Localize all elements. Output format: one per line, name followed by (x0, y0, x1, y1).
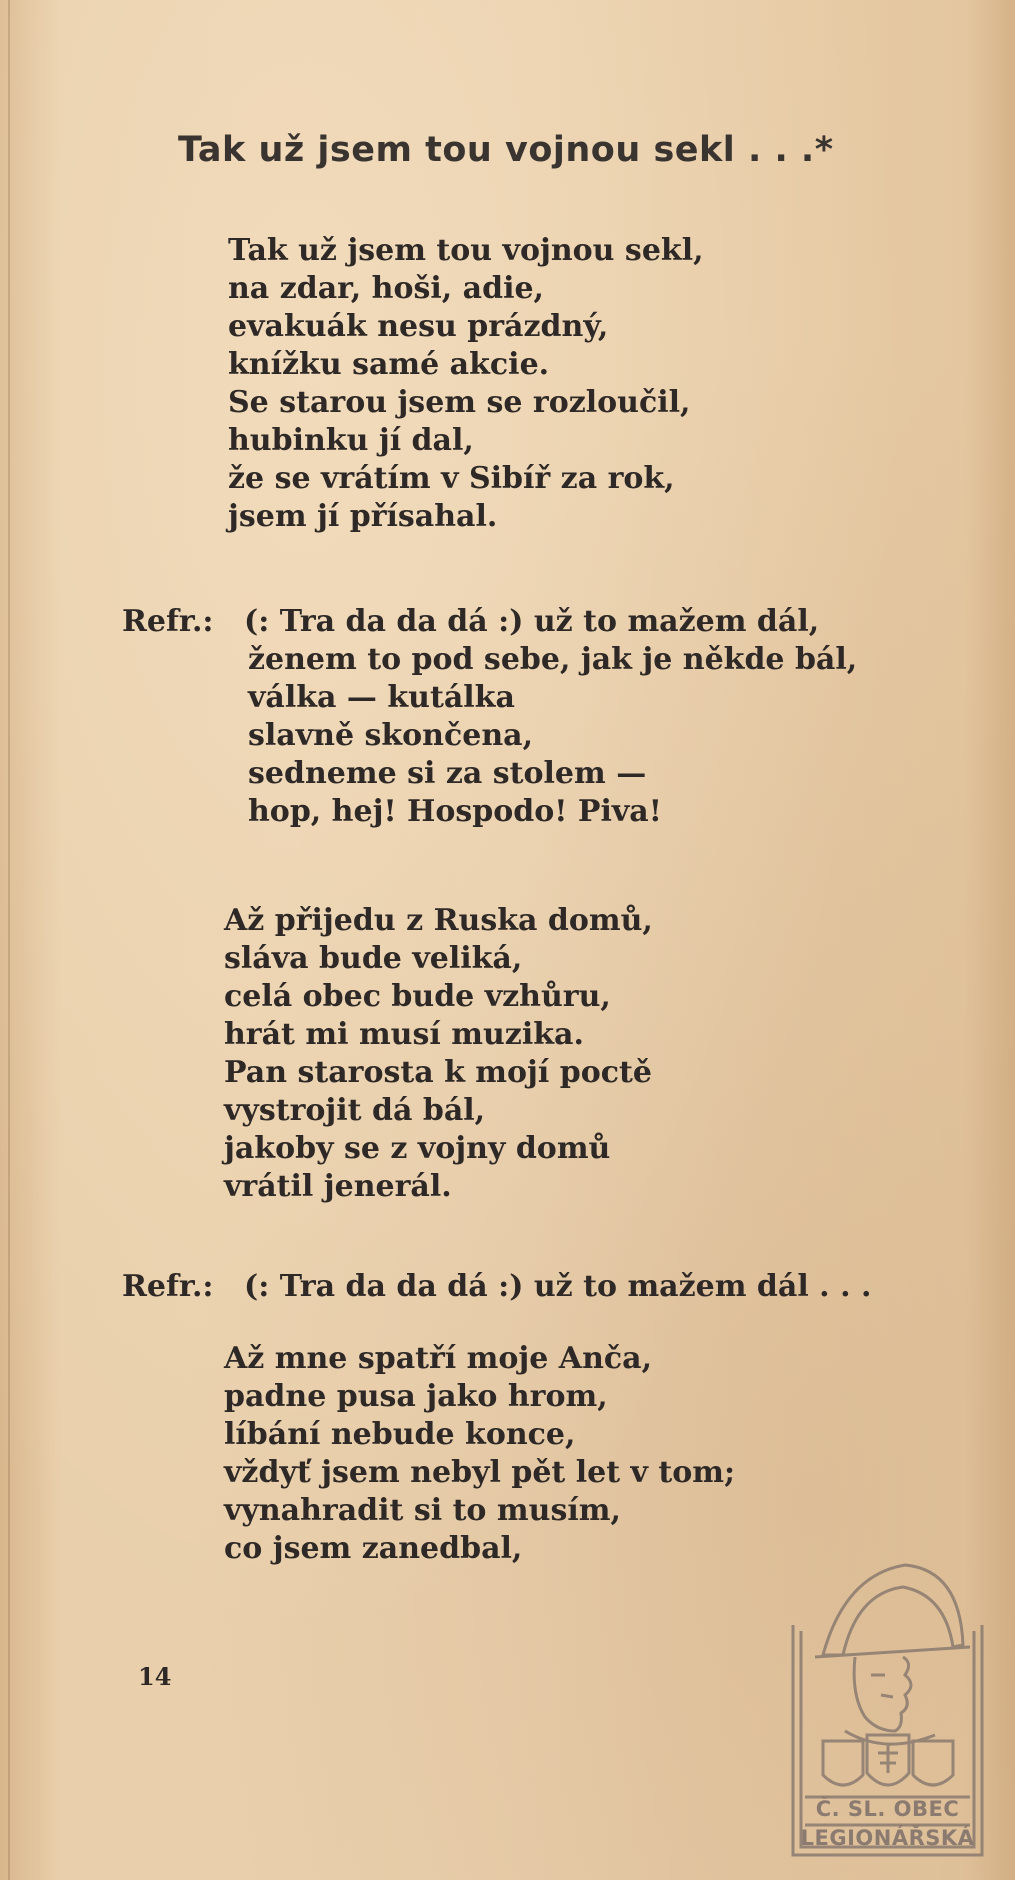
refrain-line: slavně skončena, (248, 718, 534, 753)
refrain-label: Refr.: (122, 604, 214, 639)
page-number: 14 (138, 1662, 172, 1691)
verse-line: hubinku jí dal, (228, 423, 474, 458)
refrain-1 (244, 603, 857, 831)
stanza-2 (224, 902, 653, 1206)
verse-line: Až mne spatří moje Anča, (224, 1341, 653, 1376)
verse-line: Tak už jsem tou vojnou sekl, (228, 233, 704, 268)
verse-line: vrátil jenerál. (224, 1169, 452, 1204)
verse-line: co jsem zanedbal, (224, 1531, 523, 1566)
verse-line: Se starou jsem se rozloučil, (228, 385, 691, 420)
song-title: Tak už jsem tou vojnou sekl . . .* (178, 130, 834, 170)
refrain-line: (: Tra da da dá :) už to mažem dál . . . (244, 1269, 872, 1304)
stamp-text-line-2: LEGIONÁŘSKÁ (800, 1826, 975, 1850)
verse-line: že se vrátím v Sibíř za rok, (228, 461, 675, 496)
verse-line: na zdar, hoši, adie, (228, 271, 544, 306)
verse-line: jakoby se z vojny domů (224, 1131, 611, 1166)
refrain-line: sedneme si za stolem — (248, 756, 647, 791)
verse-line: hrát mi musí muzika. (224, 1017, 584, 1052)
refrain-label: Refr.: (122, 1269, 214, 1304)
verse-line: knížku samé akcie. (228, 347, 550, 382)
verse-line: padne pusa jako hrom, (224, 1379, 608, 1414)
verse-line: líbání nebude konce, (224, 1417, 576, 1452)
library-stamp (785, 1535, 990, 1865)
verse-line: vystrojit dá bál, (224, 1093, 486, 1128)
stanza-3 (224, 1340, 735, 1568)
stamp-text-line-1: Č. SL. OBEC (815, 1797, 960, 1821)
verse-line: jsem jí přísahal. (228, 499, 498, 534)
refrain-line: ženem to pod sebe, jak je někde bál, (248, 642, 858, 677)
verse-line: celá obec bude vzhůru, (224, 979, 611, 1014)
verse-line: sláva bude veliká, (224, 941, 523, 976)
verse-line: Až přijedu z Ruska domů, (224, 903, 653, 938)
page-fold-line (8, 0, 10, 1880)
verse-line: Pan starosta k mojí poctě (224, 1055, 652, 1090)
refrain-line: (: Tra da da dá :) už to mažem dál, (244, 604, 820, 639)
verse-line: evakuák nesu prázdný, (228, 309, 609, 344)
verse-line: vždyť jsem nebyl pět let v tom; (224, 1455, 736, 1490)
stanza-1 (228, 232, 704, 536)
refrain-line: hop, hej! Hospodo! Piva! (248, 794, 662, 829)
verse-line: vynahradit si to musím, (224, 1493, 621, 1528)
refrain-line: válka — kutálka (248, 680, 515, 715)
